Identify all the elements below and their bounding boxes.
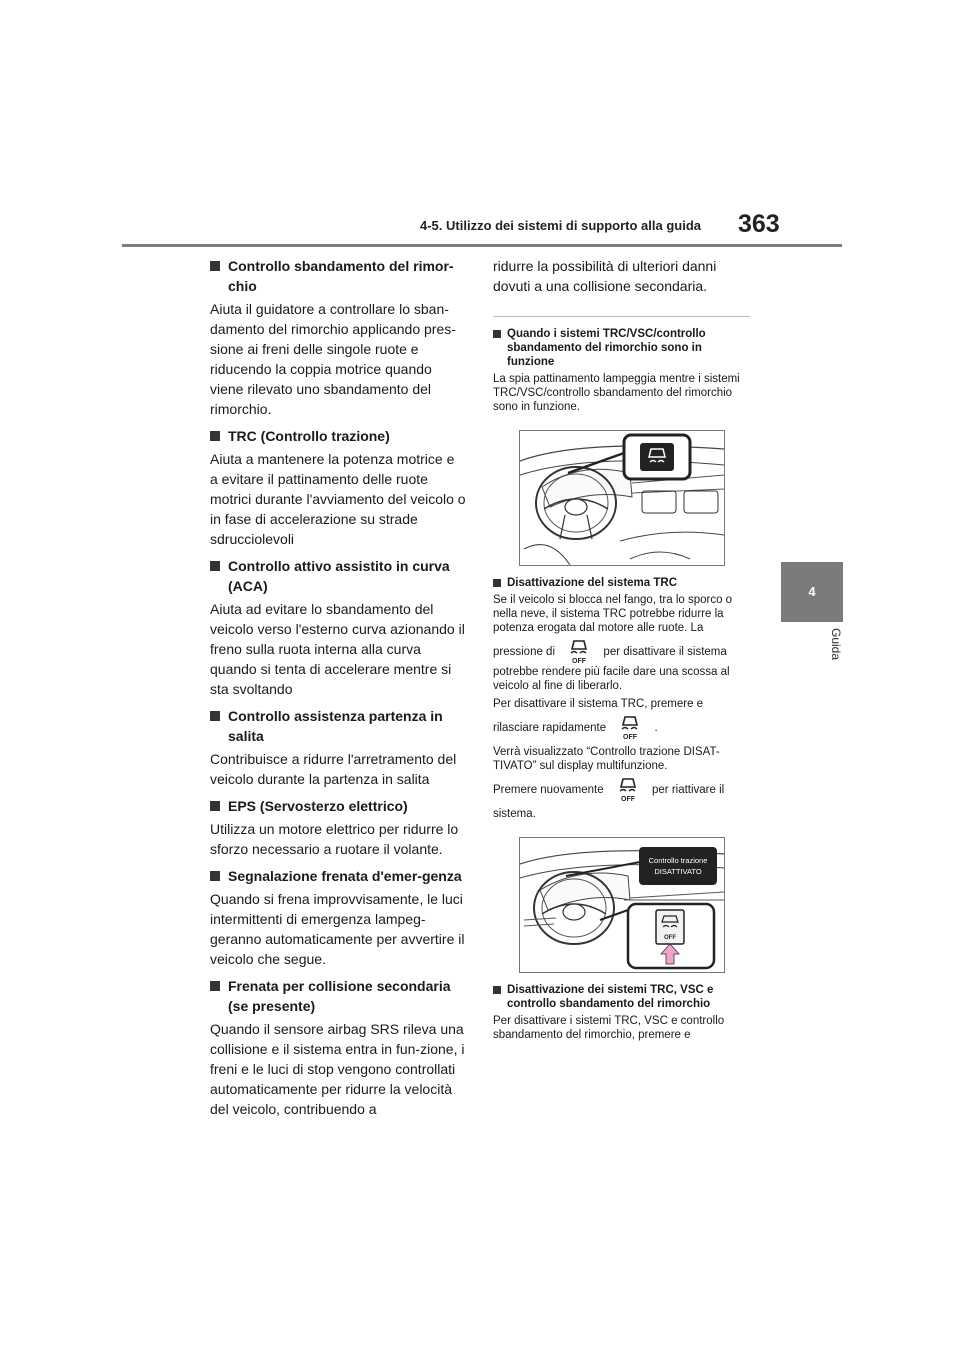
section-title: Segnalazione frenata d'emer-genza xyxy=(210,866,466,886)
note-title: Quando i sistemi TRC/VSC/controllo sbandamento del rimorchio sono in funzione xyxy=(493,327,750,369)
section-emergency-brake-signal xyxy=(210,866,466,969)
note-trc-off xyxy=(493,576,750,821)
section-body: Aiuta a mantenere la potenza motrice e a evitare il pattinamento delle ruote motrici durante l'avviamento del veicolo o in fase di accelerazione su strade sdrucciolevoli xyxy=(210,451,466,547)
note-paragraph: sistema. xyxy=(493,808,536,820)
section-eps xyxy=(210,796,466,859)
continuation-text: ridurre la possibilità di ulteriori danni dovuti a una collisione secondaria. xyxy=(493,258,717,294)
trc-off-icon xyxy=(617,777,639,803)
left-column xyxy=(210,256,466,1126)
note-line: pressione di OFF per disattivare il sistema xyxy=(493,639,750,665)
note-paragraph: Per disattivare il sistema TRC, premere e xyxy=(493,698,704,710)
header-rule xyxy=(122,244,842,247)
bullet-square-icon xyxy=(210,711,220,721)
section-body: Quando il sensore airbag SRS rileva una collisione e il sistema entra in fun-zione, i freni e le luci di stop vengono controllati automaticamente per ridurre la velocità del veicolo, contribuendo a xyxy=(210,1021,465,1117)
section-body: Utilizza un motore elettrico per ridurre lo sforzo necessario a ruotare il volante. xyxy=(210,821,459,857)
note-paragraph: potrebbe rendere più facile dare una scossa al veicolo al fine di liberarlo. xyxy=(493,666,730,692)
bullet-square-icon xyxy=(493,330,501,338)
section-aca xyxy=(210,556,466,699)
note-paragraph: Se il veicolo si blocca nel fango, tra lo sporco o nella neve, il sistema TRC potrebbe ridurre la potenza erogata dal motore alle ruote. La xyxy=(493,594,733,634)
display-text-line2: DISATTIVATO xyxy=(654,867,702,876)
bullet-square-icon xyxy=(210,801,220,811)
note-trc-vsc-off xyxy=(493,983,750,1042)
section-body: Contribuisce a ridurre l'arretramento del veicolo durante la partenza in salita xyxy=(210,751,457,787)
right-column xyxy=(493,256,750,1042)
divider xyxy=(493,316,750,317)
bullet-square-icon xyxy=(493,579,501,587)
note-body xyxy=(493,593,750,821)
note-line: Premere nuovamente OFF per riattivare il xyxy=(493,777,750,803)
note-body: Per disattivare i sistemi TRC, VSC e controllo sbandamento del rimorchio, premere e xyxy=(493,1015,725,1041)
bullet-square-icon xyxy=(210,871,220,881)
section-body: Aiuta ad evitare lo sbandamento del veicolo verso l'esterno curva azionando il freno sulla ruota interna alla curva quando si tenta di accelerare mentre si sta svoltando xyxy=(210,601,465,697)
trc-off-icon xyxy=(619,715,641,741)
svg-text:OFF: OFF xyxy=(572,658,587,665)
section-title: EPS (Servosterzo elettrico) xyxy=(210,796,466,816)
svg-text:OFF: OFF xyxy=(623,734,638,741)
chapter-label: Guida xyxy=(829,628,843,661)
section-title: Controllo attivo assistito in curva (ACA) xyxy=(210,556,466,596)
bullet-square-icon xyxy=(210,261,220,271)
note-title: Disattivazione dei sistemi TRC, VSC e controllo sbandamento del rimorchio xyxy=(493,983,750,1011)
section-body: Quando si frena improvvisamente, le luci intermittenti di emergenza lampeg-geranno automaticamente per avvertire il veicolo che segue. xyxy=(210,891,465,967)
figure-slip-indicator xyxy=(519,430,725,566)
note-title: Disattivazione del sistema TRC xyxy=(493,576,750,590)
section-title: Controllo sbandamento del rimor-chio xyxy=(210,256,466,296)
bullet-square-icon xyxy=(210,431,220,441)
svg-text:OFF: OFF xyxy=(620,796,635,803)
trc-off-icon xyxy=(568,639,590,665)
section-trailer-sway xyxy=(210,256,466,419)
section-title: TRC (Controllo trazione) xyxy=(210,426,466,446)
display-text-line1: Controllo trazione xyxy=(648,856,708,865)
bullet-square-icon xyxy=(210,981,220,991)
page-number: 363 xyxy=(738,210,780,238)
section-title: Controllo assistenza partenza in salita xyxy=(210,706,466,746)
note-line: rilasciare rapidamente OFF . xyxy=(493,715,750,741)
section-secondary-collision-brake xyxy=(210,976,466,1119)
section-trc xyxy=(210,426,466,549)
note-systems-operating xyxy=(493,327,750,414)
chapter-tab: 4 xyxy=(781,562,843,622)
bullet-square-icon xyxy=(493,986,501,994)
note-body: La spia pattinamento lampeggia mentre i sistemi TRC/VSC/controllo sbandamento del rimorchio sono in funzione. xyxy=(493,373,740,413)
bullet-square-icon xyxy=(210,561,220,571)
section-title: Frenata per collisione secondaria (se presente) xyxy=(210,976,466,1016)
section-hill-start xyxy=(210,706,466,789)
section-body: Aiuta il guidatore a controllare lo sban-damento del rimorchio applicando pres-sione ai freni delle singole ruote e riducendo la coppia motrice quando viene rilevato uno sbandamento del rimorchio. xyxy=(210,301,456,417)
svg-text:OFF: OFF xyxy=(664,935,676,941)
figure-trc-off-display xyxy=(519,837,725,973)
section-header: 4-5. Utilizzo dei sistemi di supporto alla guida xyxy=(420,218,701,233)
note-paragraph: Verrà visualizzato “Controllo trazione DISAT-TIVATO” sul display multifunzione. xyxy=(493,746,720,772)
